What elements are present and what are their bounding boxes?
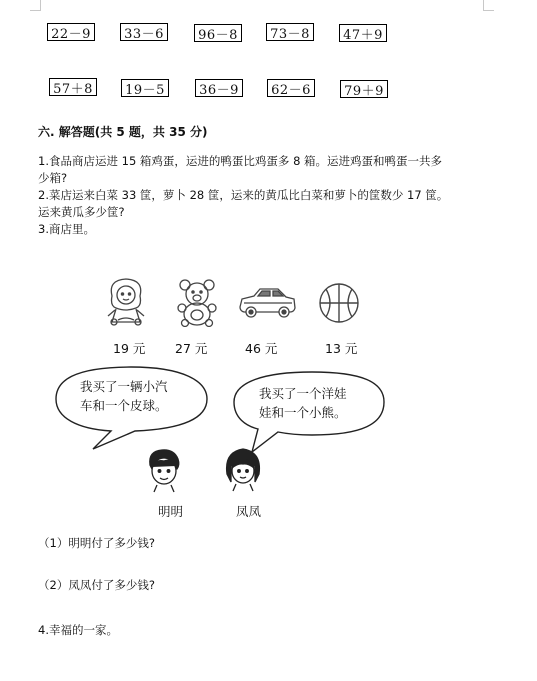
page-corner-mark (30, 0, 41, 11)
subquestion-1: （1）明明付了多少钱? (38, 536, 155, 550)
expression-box: 33－6 (120, 23, 168, 41)
question-4: 4.幸福的一家。 (38, 623, 118, 637)
question-1-line-2: 少箱? (38, 171, 68, 185)
ball-icon (318, 282, 360, 328)
expression-box: 47＋9 (339, 24, 387, 42)
subquestion-2: （2）凤凤付了多少钱? (38, 578, 155, 592)
section-title: 六. 解答题(共 5 题，共 35 分) (38, 125, 208, 139)
page-corner-mark (483, 0, 494, 11)
expression-box: 73－8 (266, 23, 314, 41)
question-2-line-2: 运来黄瓜多少筐? (38, 205, 125, 219)
price-label: 13 元 (325, 341, 358, 356)
price-label: 46 元 (245, 341, 278, 356)
girl-name-label: 凤凤 (236, 504, 262, 519)
expression-box: 96－8 (194, 24, 242, 42)
expression-box: 22－9 (47, 23, 95, 41)
question-3: 3.商店里。 (38, 222, 95, 236)
speech-line: 娃和一个小熊。 (259, 405, 347, 420)
question-2-line-1: 2.菜店运来白菜 33 筐，萝卜 28 筐，运来的黄瓜比白菜和萝卜的筐数少 17 筐。 (38, 188, 449, 202)
doll-icon (102, 276, 150, 330)
speech-line: 我买了一辆小汽 (80, 379, 168, 394)
speech-line: 车和一个皮球。 (80, 398, 168, 413)
speech-line: 我买了一个洋娃 (259, 386, 347, 401)
expression-box: 19－5 (121, 79, 169, 97)
price-label: 19 元 (113, 341, 146, 356)
price-label: 27 元 (175, 341, 208, 356)
boy-name-label: 明明 (158, 504, 184, 519)
question-1-line-1: 1.食品商店运进 15 箱鸡蛋，运进的鸭蛋比鸡蛋多 8 箱。运进鸡蛋和鸭蛋一共多 (38, 154, 443, 168)
teddy-bear-icon (174, 277, 220, 331)
toy-car-icon (236, 285, 298, 325)
expression-box: 79＋9 (340, 80, 388, 98)
girl-face-icon (222, 446, 264, 496)
boy-face-icon (144, 447, 184, 497)
expression-box: 36－9 (195, 79, 243, 97)
expression-box: 57＋8 (49, 78, 97, 96)
expression-box: 62－6 (267, 79, 315, 97)
